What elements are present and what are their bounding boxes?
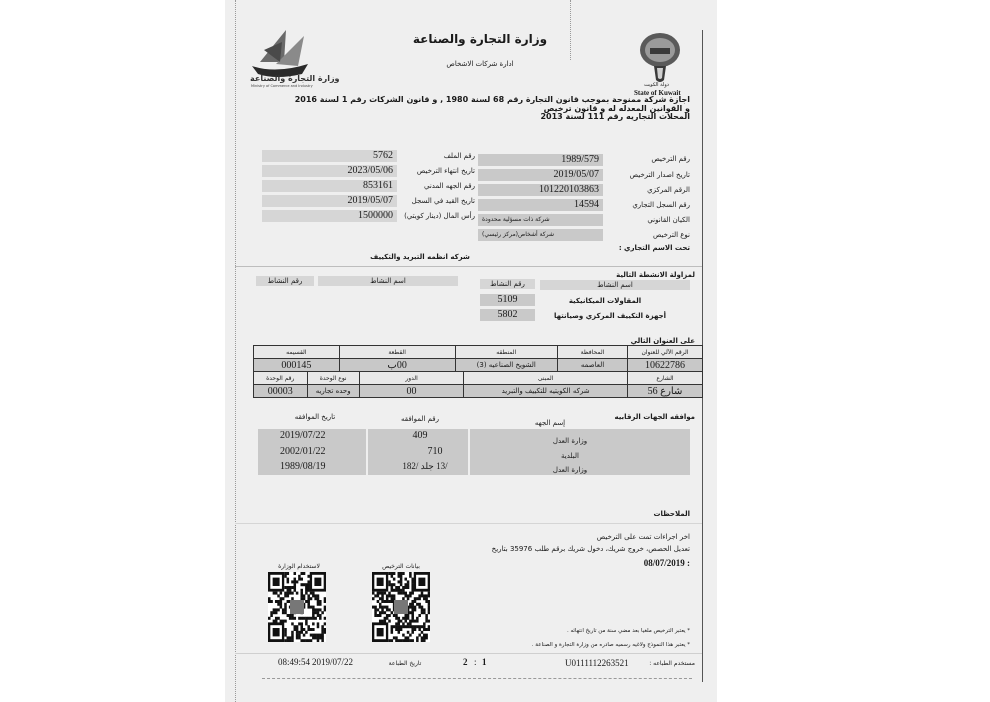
field-label: رأس المال (دينار كويتي) xyxy=(404,212,475,220)
address-title: على العنوان التالي xyxy=(630,337,695,345)
field-label: رقم الترخيص xyxy=(651,155,690,163)
governorate: العاصمه xyxy=(558,359,628,372)
authority-header: إسم الجهه xyxy=(534,419,566,427)
license-data-label: بيانات الترخيص xyxy=(382,563,420,570)
activity-name: المقاولات الميكانيكية xyxy=(568,297,642,305)
activity-name: أجهزة التكييف المركزي وصيانتها xyxy=(553,312,667,320)
area: الشويخ الصناعيه (3) xyxy=(455,359,557,372)
activity-number: 5802 xyxy=(480,309,535,321)
capital-amount: 1500000 xyxy=(262,210,397,222)
print-user: U0111112263521 xyxy=(565,658,629,668)
plot: 000145 xyxy=(254,359,340,372)
address-header: رقم الوحدة xyxy=(254,372,308,385)
street: شارع 56 xyxy=(628,385,703,398)
address-auto-number: 10622786 xyxy=(628,359,703,372)
activities-title: لمزاولة الانشطة التالية xyxy=(616,271,695,279)
building: شركه الكويتيه للتكييف والتبريد xyxy=(464,385,628,398)
notes-date: 08/07/2019 : xyxy=(643,558,690,568)
activity-number-header: رقم النشاط xyxy=(480,279,535,289)
approvals-title: موافقه الجهات الرقابيه xyxy=(614,413,695,421)
authority-name: وزارة العدل xyxy=(552,437,588,445)
registration-date: 2019/05/07 xyxy=(262,195,397,207)
address-header: الدور xyxy=(359,372,464,385)
divider xyxy=(235,266,702,267)
civil-id-number: 853161 xyxy=(262,180,397,192)
activity-name-header: اسم النشاط xyxy=(540,280,690,290)
print-user-label: مستخدم الطباعه : xyxy=(649,660,695,667)
issue-date: 2019/05/07 xyxy=(478,169,603,181)
print-date: 2019/07/22 xyxy=(312,657,354,667)
print-time: 08:49:54 xyxy=(278,657,311,667)
address-header: نوع الوحدة xyxy=(307,372,359,385)
block: 00ب xyxy=(339,359,455,372)
notes-title: الملاحظات xyxy=(653,510,690,518)
approval-number-header: رقم الموافقه xyxy=(401,415,439,423)
activity-name-header-2: اسم النشاط xyxy=(318,276,458,286)
ministry-title: وزارة التجارة والصناعة xyxy=(412,32,548,46)
approval-date-header: تاريخ الموافقه xyxy=(294,413,336,421)
approval-number: /13 جلد /182 xyxy=(402,461,448,471)
unit-number: 00003 xyxy=(254,385,308,398)
file-number: 5762 xyxy=(262,150,397,162)
license-type: شركة أشخاص(مركز رئيسي) xyxy=(478,229,603,241)
address-header: الرقم الآلي للعنوان xyxy=(628,346,703,359)
state-name-ar: دولة الكويت xyxy=(644,82,669,88)
notes-line-1: اخر اجراءات تمت على الترخيص xyxy=(596,533,690,541)
law-reference-line-2: المحلات التجاريه رقم 111 لسنة 2013 xyxy=(540,112,690,121)
divider xyxy=(235,653,702,654)
notes-line-2: تعديل الحصص، خروج شريك، دخول شريك برقم طلب 35976 بتاريخ xyxy=(491,545,690,553)
fold-line xyxy=(570,0,571,60)
ministry-logo-text: وزارة التجارة والصناعة xyxy=(250,74,340,83)
field-label: تاريخ اصدار الترخيص xyxy=(629,171,690,179)
trade-name: شركه انظمه التبريد والتكييف xyxy=(370,253,470,261)
department-name: ادارة شركات الاشخاص xyxy=(446,60,514,68)
field-label: رقم الملف xyxy=(443,152,475,160)
kuwait-emblem xyxy=(636,30,684,84)
field-label: الكيان القانوني xyxy=(647,216,690,224)
activity-number-header-2: رقم النشاط xyxy=(256,276,314,286)
authority-name: البلدية xyxy=(561,452,579,460)
page-number: 1 xyxy=(482,657,487,667)
divider xyxy=(235,523,702,524)
license-number: 1989/579 xyxy=(478,154,603,166)
approval-date: 2002/01/22 xyxy=(280,446,326,457)
address-header: الشارع xyxy=(628,372,703,385)
state-name-en: State of Kuwait xyxy=(634,89,681,97)
field-label: تاريخ القيد في السجل xyxy=(411,197,475,205)
address-header: المنطقه xyxy=(455,346,557,359)
ministry-logo-text-en: Ministry of Commerce and Industry xyxy=(251,84,313,88)
legal-entity: شركة ذات مسؤلية محدودة xyxy=(478,214,603,226)
footnote-2: * يعتبر هذا النموذج ولاغيه رسميه صادره من وزارة التجارة و الصناعة . xyxy=(531,642,690,648)
trade-name-label: تحت الاسم التجاري : xyxy=(618,244,690,252)
field-label: رقم السجل التجاري xyxy=(632,201,690,209)
address-header: القطعة xyxy=(339,346,455,359)
approval-number: 409 xyxy=(412,430,428,441)
footnote-1: * يعتبر الترخيص ملغيا بعد مضي سنة من تاريخ انتهائه . xyxy=(566,628,690,634)
address-header: المحافظة xyxy=(558,346,628,359)
expiry-date: 2023/05/06 xyxy=(262,165,397,177)
central-number: 101220103863 xyxy=(478,184,603,196)
unit-type: وحده تجاريه xyxy=(307,385,359,398)
address-table xyxy=(253,345,703,398)
print-date-label: تاريخ الطباعة xyxy=(388,660,422,667)
margin-line xyxy=(235,0,236,702)
bottom-dashed-line xyxy=(262,678,692,679)
field-label: رقم الجهه المدني xyxy=(424,182,475,190)
activity-number: 5109 xyxy=(480,294,535,306)
ministry-qr-code[interactable] xyxy=(268,572,326,642)
authority-name: وزارة العدل xyxy=(552,466,588,474)
address-header: المبنى xyxy=(464,372,628,385)
page-separator: : xyxy=(474,657,477,667)
commercial-register-number: 14594 xyxy=(478,199,603,211)
license-qr-code[interactable] xyxy=(372,572,430,642)
approval-date: 1989/08/19 xyxy=(280,461,326,472)
approval-date: 2019/07/22 xyxy=(280,430,326,441)
page-total: 2 xyxy=(463,657,468,667)
field-label: الرقم المركزي xyxy=(647,186,690,194)
approval-number: 710 xyxy=(427,446,443,457)
ministry-use-label: لاستخدام الوزارة xyxy=(278,563,320,570)
law-reference-line-1: اجازة شركة ممنوحة بموجب قانون التجارة رقم 68 لسنة 1980 , و قانون الشركات رقم 1 لسنة 2016 و القوانين المعدله له و قانون ترخيص xyxy=(294,95,690,113)
field-label: نوع الترخيص xyxy=(652,231,690,239)
address-header: القسيمه xyxy=(254,346,340,359)
field-label: تاريخ انتهاء الترخيص xyxy=(416,167,475,175)
floor: 00 xyxy=(359,385,464,398)
